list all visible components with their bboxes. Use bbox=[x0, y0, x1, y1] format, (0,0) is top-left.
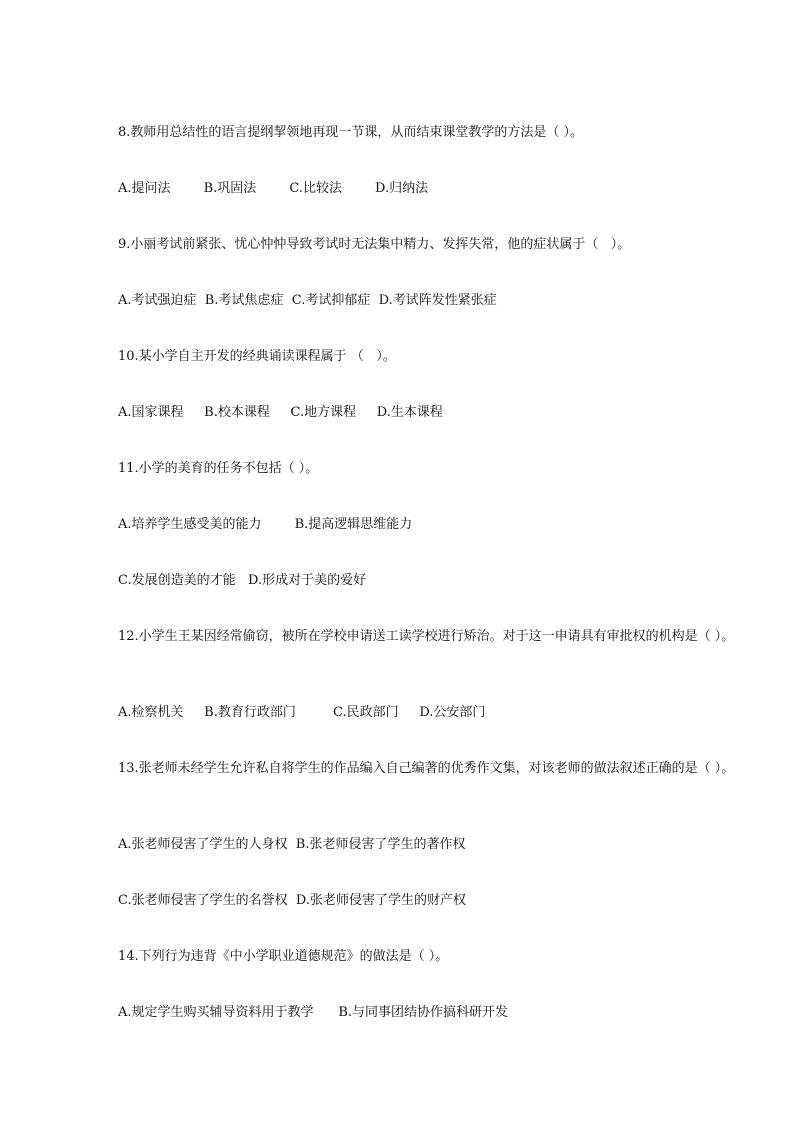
question-12-stem: 12.小学生王某因经常偷窃，被所在学校申请送工读学校进行矫治。对于这一申请具有审批权的机构是（ ）。 bbox=[118, 629, 735, 644]
question-13-options-row1: A.张老师侵害了学生的人身权 B.张老师侵害了学生的著作权 bbox=[118, 837, 466, 852]
question-14-options: A.规定学生购买辅导资料用于教学 B.与同事团结协作搞科研开发 bbox=[118, 1005, 509, 1020]
question-8-options: A.提问法 B.巩固法 C.比较法 D.归纳法 bbox=[118, 181, 429, 196]
question-13-options-row2: C.张老师侵害了学生的名誉权 D.张老师侵害了学生的财产权 bbox=[118, 893, 466, 908]
question-9-options: A.考试强迫症 B.考试焦虑症 C.考试抑郁症 D.考试阵发性紧张症 bbox=[118, 293, 497, 308]
question-8-stem: 8.教师用总结性的语言提纲挈领地再现一节课，从而结束课堂教学的方法是（ ）。 bbox=[118, 125, 584, 140]
question-14-stem: 14.下列行为违背《中小学职业道德规范》的做法是（ ）。 bbox=[118, 949, 449, 964]
question-9-stem: 9.小丽考试前紧张、忧心忡忡导致考试时无法集中精力、发挥失常，他的症状属于（ ）。 bbox=[118, 237, 631, 252]
question-13-stem: 13.张老师未经学生允许私自将学生的作品编入自己编著的优秀作文集，对该老师的做法叙述正确的是（ ）。 bbox=[118, 761, 735, 776]
question-10-options: A.国家课程 B.校本课程 C.地方课程 D.生本课程 bbox=[118, 405, 443, 420]
question-12-options: A.检察机关 B.教育行政部门 C.民政部门 D.公安部门 bbox=[118, 705, 486, 720]
question-11-options-row1: A.培养学生感受美的能力 B.提高逻辑思维能力 bbox=[118, 517, 413, 532]
question-10-stem: 10.某小学自主开发的经典诵读课程属于 （ ）。 bbox=[118, 349, 396, 364]
question-11-options-row2: C.发展创造美的才能 D.形成对于美的爱好 bbox=[118, 573, 367, 588]
question-11-stem: 11.小学的美育的任务不包括（ ）。 bbox=[118, 461, 319, 476]
